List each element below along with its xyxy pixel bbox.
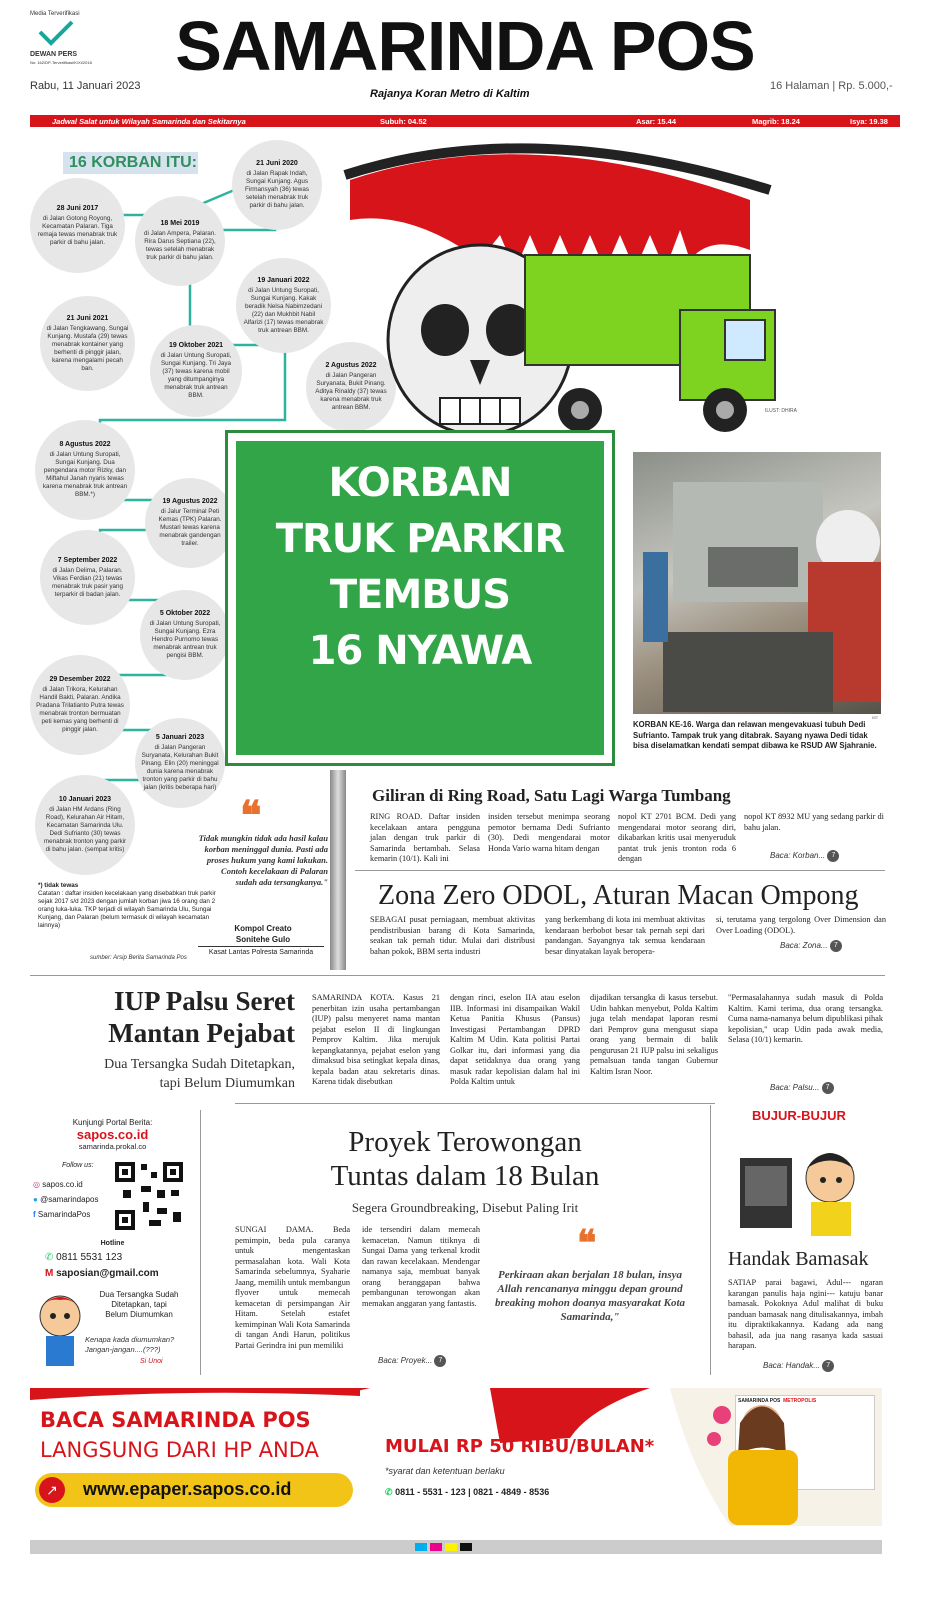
article-title-line2: Tuntas dalam 18 Bulan: [330, 1160, 600, 1192]
headline-line3: TEMBUS: [329, 572, 511, 618]
whatsapp-icon: ✆: [385, 1487, 393, 1497]
page-arrow-icon: 7: [827, 850, 839, 862]
pages-price: 16 Halaman | Rp. 5.000,-: [770, 80, 893, 92]
instagram-link[interactable]: ◎ sapos.co.id: [33, 1180, 83, 1189]
quote-author-line2: Sonitehe Gulo: [235, 935, 291, 944]
cartoon-caption-line1: Dua Tersangka Sudah: [99, 1290, 179, 1299]
article-title[interactable]: Zona Zero ODOL, Aturan Macan Ompong: [378, 880, 859, 911]
article-title-line1: IUP Palsu Seret: [114, 986, 295, 1016]
main-headline: [228, 455, 612, 679]
timeline-source: sumber: Arsip Berita Samarinda Pos: [90, 955, 187, 961]
ad-price: MULAI RP 50 RIBU/BULAN*: [385, 1436, 655, 1457]
ad-line2: LANGSUNG DARI HP ANDA: [40, 1438, 319, 1462]
timeline-bubble: 19 Oktober 2021 di Jalan Untung Suropati, Sungai Kunjang. Tri Jaya (37) tewas karena mobil yang ditumpanginya menabrak truk antrean BBM.: [150, 325, 242, 417]
tagline: Rajanya Koran Metro di Kaltim: [370, 88, 530, 100]
email-link[interactable]: M saposian@gmail.com: [45, 1268, 159, 1279]
follow-label: Follow us:: [62, 1162, 94, 1169]
portal-sub-url[interactable]: samarinda.prokal.co: [78, 1142, 147, 1151]
epaper-url-button[interactable]: [35, 1473, 353, 1507]
instagram-icon: ◎: [33, 1180, 40, 1189]
timeline-note-text: Catatan : daftar insiden kecelakaan yang disebabkan truk parkir sejak 2017 s/d 2023 dengan jumlah korban jiwa 16 orang dan 2 orang luka-luka. TKP terjadi di wilayah Samarinda Ulu, Sungai Kunjang, dan Palaran (belum termasuk di wilayah kecamatan lainnya): [38, 890, 216, 929]
cartoon-caption-line3: Belum Diumumkan: [105, 1310, 173, 1319]
timeline-bubble: 21 Juni 2021 di Jalan Tengkawang, Sungai Kunjang. Mustafa (29) tewas menabrak kontainer yang berhenti di pinggir jalan, karena mengalami pecah ban.: [40, 296, 135, 391]
epaper-url: www.epaper.sapos.co.id: [83, 1479, 292, 1499]
badge-line2: DEWAN PERS: [30, 51, 78, 58]
timeline-bubble: 21 Juni 2020 di Jalan Rapak Indah, Sungai Kunjang. Agus Firmansyah (36) tewas setelah menabrak truk parkir di bahu jalan.: [232, 140, 322, 230]
prayer-magrib: Magrib: 18.24: [752, 116, 800, 126]
timeline-bubble: 19 Januari 2022 di Jalan Untung Suropati, Sungai Kunjang. Kakak beradik Nelsa Nabimzedani (22) dan Mukhbit Nabil Alfarizi (17) tewas menabrak truk antrean BBM.: [236, 258, 331, 353]
article-subtitle-line2: tapi Belum Diumumkan: [159, 1076, 295, 1091]
accident-photo: [633, 452, 881, 714]
column-label: BUJUR-BUJUR: [752, 1108, 846, 1123]
contact-box: [30, 1118, 195, 1151]
social-links: [33, 1177, 98, 1222]
headline-line1: KORBAN: [328, 460, 512, 506]
article-title-line1: Proyek Terowongan: [348, 1126, 582, 1158]
timeline-bubble: 19 Agustus 2022 di Jalur Terminal Peti Kemas (TPK) Palaran. Mustari tewas karena menabrak gandengan trailer.: [145, 478, 235, 568]
illustration-credit: ILUST: DHIRA: [765, 408, 797, 414]
ad-newspaper-name2: METROPOLIS: [783, 1398, 817, 1404]
article-column: RING ROAD. Daftar insiden kecelakaan antara pengguna jalan dengan truk parkir di Samarinda bertambah. Selasa kemarin (10/1). Kali ini: [370, 812, 480, 863]
portal-url[interactable]: sapos.co.id: [76, 1127, 149, 1142]
page-arrow-icon: 7: [822, 1082, 834, 1094]
facebook-link[interactable]: f SamarindaPos: [33, 1210, 91, 1219]
read-more-link[interactable]: Baca: Zona... 7: [780, 940, 842, 952]
article-column: yang berkembang di kota ini membuat aktivitas kendaraan berbobot besar tak pernah sepi dari pandangan. Sayangnya tak semua kendaraan besar dinyatakan layak beropera-: [545, 915, 705, 956]
ad-phones[interactable]: ✆ 0811 - 5531 - 123 | 0821 - 4849 - 8536: [385, 1487, 550, 1497]
whatsapp-icon: ✆: [45, 1252, 54, 1263]
timeline-bubble: 28 Juni 2017 di Jalan Gotong Royong, Kecamatan Palaran. Tiga remaja tewas menabrak truk parkir di bahu jalan.: [30, 178, 125, 273]
read-more-link[interactable]: Baca: Handak... 7: [763, 1360, 834, 1372]
article-title[interactable]: Giliran di Ring Road, Satu Lagi Warga Tumbang: [372, 786, 731, 805]
photo-caption: KORBAN KE-16. Warga dan relawan mengevakuasi tubuh Dedi Sufrianto. Tampak truk yang ditabrak. Sayang nyawa Dedi tidak bisa diselamatkan kendati sempat dibawa ke RSUD AW Sjahranie.: [633, 720, 877, 750]
badge-line1: Media Terverifikasi: [30, 11, 80, 17]
quote-author: [198, 923, 328, 945]
read-more-link[interactable]: Baca: Palsu... 7: [770, 1082, 834, 1094]
contact-lines: [45, 1250, 159, 1282]
cartoonist-signature: Si Unoi: [140, 1358, 163, 1365]
article-subtitle: Segera Groundbreaking, Disebut Paling Irit: [351, 1200, 579, 1215]
badge-line3: No: 162/DP-Terverifikasi/K/XI/2018: [30, 60, 92, 65]
timeline-bubble: 5 Oktober 2022 di Jalan Untung Suropati, Sungai Kunjang. Ezra Hendro Purnomo tewas menabrak antrean truk pengisi BBM.: [140, 590, 230, 680]
page-arrow-icon: 7: [830, 940, 842, 952]
prayer-asar: Asar: 15.44: [636, 116, 677, 126]
timeline-bubble: 18 Mei 2019 di Jalan Ampera, Palaran. Rira Darus Septiana (22), tewas setelah menabrak truk parkir di bahu jalan.: [135, 196, 225, 286]
print-registration-strip: [30, 1540, 882, 1554]
press-verification-badge: [30, 10, 125, 80]
hotline-label: Hotline: [100, 1240, 125, 1247]
article-column: "Permasalahannya sudah masuk di Polda Kaltim. Kami terima, dua orang tersangka. Cuma nama-namanya belum dipublikasi pihak kepolisian," ucap Udin pada awak media, Selasa (10/1) kemarin.: [728, 993, 883, 1044]
ad-newspaper-name: SAMARINDA POS: [738, 1398, 781, 1404]
timeline-bubble: 7 September 2022 di Jalan Delima, Palaran. Vikas Ferdian (21) tewas menabrak truk pasir yang terparkir di badan jalan.: [40, 530, 135, 625]
twitter-icon: ●: [33, 1195, 38, 1204]
pull-quote: Perkiraan akan berjalan 18 bulan, insya Allah rencananya minggu depan ground breaking mohon doanya masyarakat Kota Samarinda,": [494, 1269, 686, 1323]
photo-credit: IST: [872, 715, 879, 720]
pull-quote: Tidak mungkin tidak ada hasil kalau korban meninggal dunia. Pasti ada proses hukum yang kami lakukan. Contoh kecelakaan di Palaran sudah ada tersangkanya.": [198, 833, 328, 887]
phone-link[interactable]: ✆ 0811 5531 123: [45, 1252, 123, 1263]
page-arrow-icon: 7: [434, 1355, 446, 1367]
prayer-times-bar: [30, 115, 900, 127]
timeline-bubble: 5 Januari 2023 di Jalan Pangeran Suryanata, Kelurahan Bukit Pinang. Elin (20) meninggal dunia karena menabrak tronton yang parkir di bahu jalan (kritis beberapa hari): [135, 718, 225, 808]
article-subtitle-line1: Dua Tersangka Sudah Ditetapkan,: [104, 1057, 295, 1072]
article-title[interactable]: [235, 1125, 695, 1193]
prayer-subuh: Subuh: 04.52: [380, 116, 427, 126]
quote-icon: ❝: [240, 793, 262, 838]
article-subtitle: [30, 1055, 295, 1093]
ad-terms: *syarat dan ketentuan berlaku: [385, 1466, 505, 1476]
quote-author-role: Kasat Lantas Polresta Samarinda: [198, 946, 324, 956]
article-column: nopol KT 8932 MU yang sedang parkir di bahu jalan.: [744, 812, 884, 832]
cartoon-quote: Kenapa kada diumumkan? Jangan-jangan....(???): [85, 1335, 175, 1354]
article-column: SUNGAI DAMA. Beda pemimpin, beda pula caranya untuk mengentaskan permasalahan kota. Wali Kota Samarinda sebelumnya, Syaharie Jaang, memilih untuk membangun flyover untuk memecah kemacetan di persimpangan Air Hitam. Setelah estafet kemimpinan Wali Kota Samarinda di tangan Andi Harun, politikus Partai Gerindra ini pun memiliki: [235, 1225, 350, 1350]
article-column: SAMARINDA KOTA. Kasus 21 penerbitan izin usaha pertambangan (IUP) palsu menyeret nama mantan pejabat eselon II di lingkungan Pemprov Kaltim. Jika merujuk kepangkatannya, pejabat eselon yang dimaksud bisa setingkat kepala dinas, kepala badan atau sekretaris dinas. Karena tidak disebutkan: [312, 993, 440, 1086]
twitter-link[interactable]: ● @samarindapos: [33, 1195, 99, 1204]
quote-author-line1: Kompol Creato: [234, 924, 292, 933]
woman-with-phone-photo: [700, 1395, 820, 1525]
arrow-icon: ↗: [39, 1477, 65, 1503]
page-arrow-icon: 7: [822, 1360, 834, 1372]
facebook-icon: f: [33, 1210, 36, 1219]
article-column: ide tersendiri dalam memecah kemacetan. Namun titiknya di Sungai Dama yang terkenal krodit dan rawan kecelakaan. Mendengar namanya saja, membuat banyak orang beranggapan bahwa pembangunan terowongan akan memakan anggaran yang fantastis.: [362, 1225, 480, 1308]
headline-line2: TRUK PARKIR: [275, 516, 565, 562]
article-column: nopol KT 2701 BCM. Dedi yang mengendarai motor seorang diri, dikabarkan kritis usai menyeruduk pantat truk jenis tronton roda 6 dengan: [618, 812, 736, 863]
article-title-line2: Mantan Pejabat: [108, 1018, 295, 1048]
sign-pole: [330, 770, 346, 970]
timeline-bubble: 29 Desember 2022 di Jalan Trikora, Kelurahan Handil Bakti, Palaran. Andika Pradana Trilatianto Putra tewas menabrak tronton bermuatan peti kemas yang berhenti di pinggir jalan.: [30, 655, 130, 755]
prayer-isya: Isya: 19.38: [850, 116, 888, 126]
checkmark-icon: [38, 20, 74, 46]
cartoon-caption-line2: Ditetapkan, tapi: [111, 1300, 167, 1309]
article-column: dijadikan tersangka di kasus tersebut. Udin bahkan menyebut, Polda Kaltim juga telah mendapat laporan resmi dari Pemprov guna mengusut siapa orang yang bermain di balik pengurusan 21 IUP palsu ini sekaligus pemalsuan tanda tangan Gubernur Kaltim Isran Noor.: [590, 993, 718, 1076]
article-column: si, terutama yang tergolong Over Dimension dan Over Loading (ODOL).: [716, 915, 886, 935]
article-column: SEBAGAI pusat perniagaan, membuat aktivitas pendistribusian barang di Kota Samarinda, seakan tak pernah tidur. Mulai dari distribusi bahan pokok, BBM serta industri: [370, 915, 535, 956]
read-more-link[interactable]: Baca: Proyek... 7: [378, 1355, 446, 1367]
timeline-note: [38, 882, 218, 930]
skull-truck-illustration: [330, 140, 800, 440]
cartoon-caption: [85, 1290, 193, 1320]
timeline-bubble: 8 Agustus 2022 di Jalan Untung Suropati, Sungai Kunjang. Dua pengendara motor Rizky, dan Miftahul Janah nyaris tewas karena menabrak truk antrean BBM.*): [35, 420, 135, 520]
article-title[interactable]: [30, 985, 295, 1049]
newspaper-title: SAMARINDA POS: [175, 7, 755, 85]
timeline-note-title: *) tidak tewas: [38, 882, 79, 889]
article-column: dengan rinci, eselon IIA atau eselon IIB. Informasi ini disampaikan Wakil Ketua Panitia Khusus (Pansus) Investigasi Pertambangan DPRD Kaltim M Udin. Kata politisi Partai Golkar itu, dari informasi yang dia dapat setidaknya dua orang yang masuk radar kepolisian dalam hal ini Polda Kaltim untuk: [450, 993, 580, 1086]
prayer-bar-label: Jadwal Salat untuk Wilayah Samarinda dan Sekitarnya: [52, 116, 246, 126]
issue-date: Rabu, 11 Januari 2023: [30, 80, 141, 92]
timeline-bubble: 2 Agustus 2022 di Jalan Pangeran Suryanata, Bukit Pinang. Aditya Rinaldy (37) tewas karena menabrak truk antrean BBM.: [306, 342, 396, 432]
portal-label: Kunjungi Portal Berita:: [72, 1118, 153, 1127]
cartoon-character: [32, 1290, 90, 1368]
column-title[interactable]: Handak Bamasak: [728, 1248, 869, 1270]
mail-icon: M: [45, 1268, 54, 1279]
timeline-heading: 16 KORBAN ITU:: [63, 152, 198, 174]
article-column: SATIAP parai bagawi, Adul--- ngaran karangan panulis haja ngini--- katuju banar bamasak. Pokoknya Adul malihat di buku panduan bamasak nang ditulisakannya, imbah itu dipraktikakannya. Kadang ada nang bahasil, ada jua nang rasanya kada sasuai harapan.: [728, 1278, 883, 1350]
qr-code[interactable]: [113, 1160, 185, 1232]
headline-line4: 16 NYAWA: [308, 628, 532, 674]
timeline-bubble: 10 Januari 2023 di Jalan HM Ardans (Ring Road), Kelurahan Air Hitam, Kecamatan Samarinda Ulu. Dedi Sufrianto (30) tewas menabrak tronton yang parkir di bahu jalan. (sempat kritis): [35, 775, 135, 875]
read-more-link[interactable]: Baca: Korban... 7: [770, 850, 839, 862]
ad-line1: BACA SAMARINDA POS: [40, 1408, 311, 1432]
article-column: insiden tersebut menimpa seorang pemotor bernama Dedi Sufrianto (30). Dedi mengendarai motor Honda Vario warna hitam dengan: [488, 812, 610, 853]
quote-icon: ❝: [577, 1223, 597, 1263]
bujur-cartoon: [735, 1128, 875, 1238]
